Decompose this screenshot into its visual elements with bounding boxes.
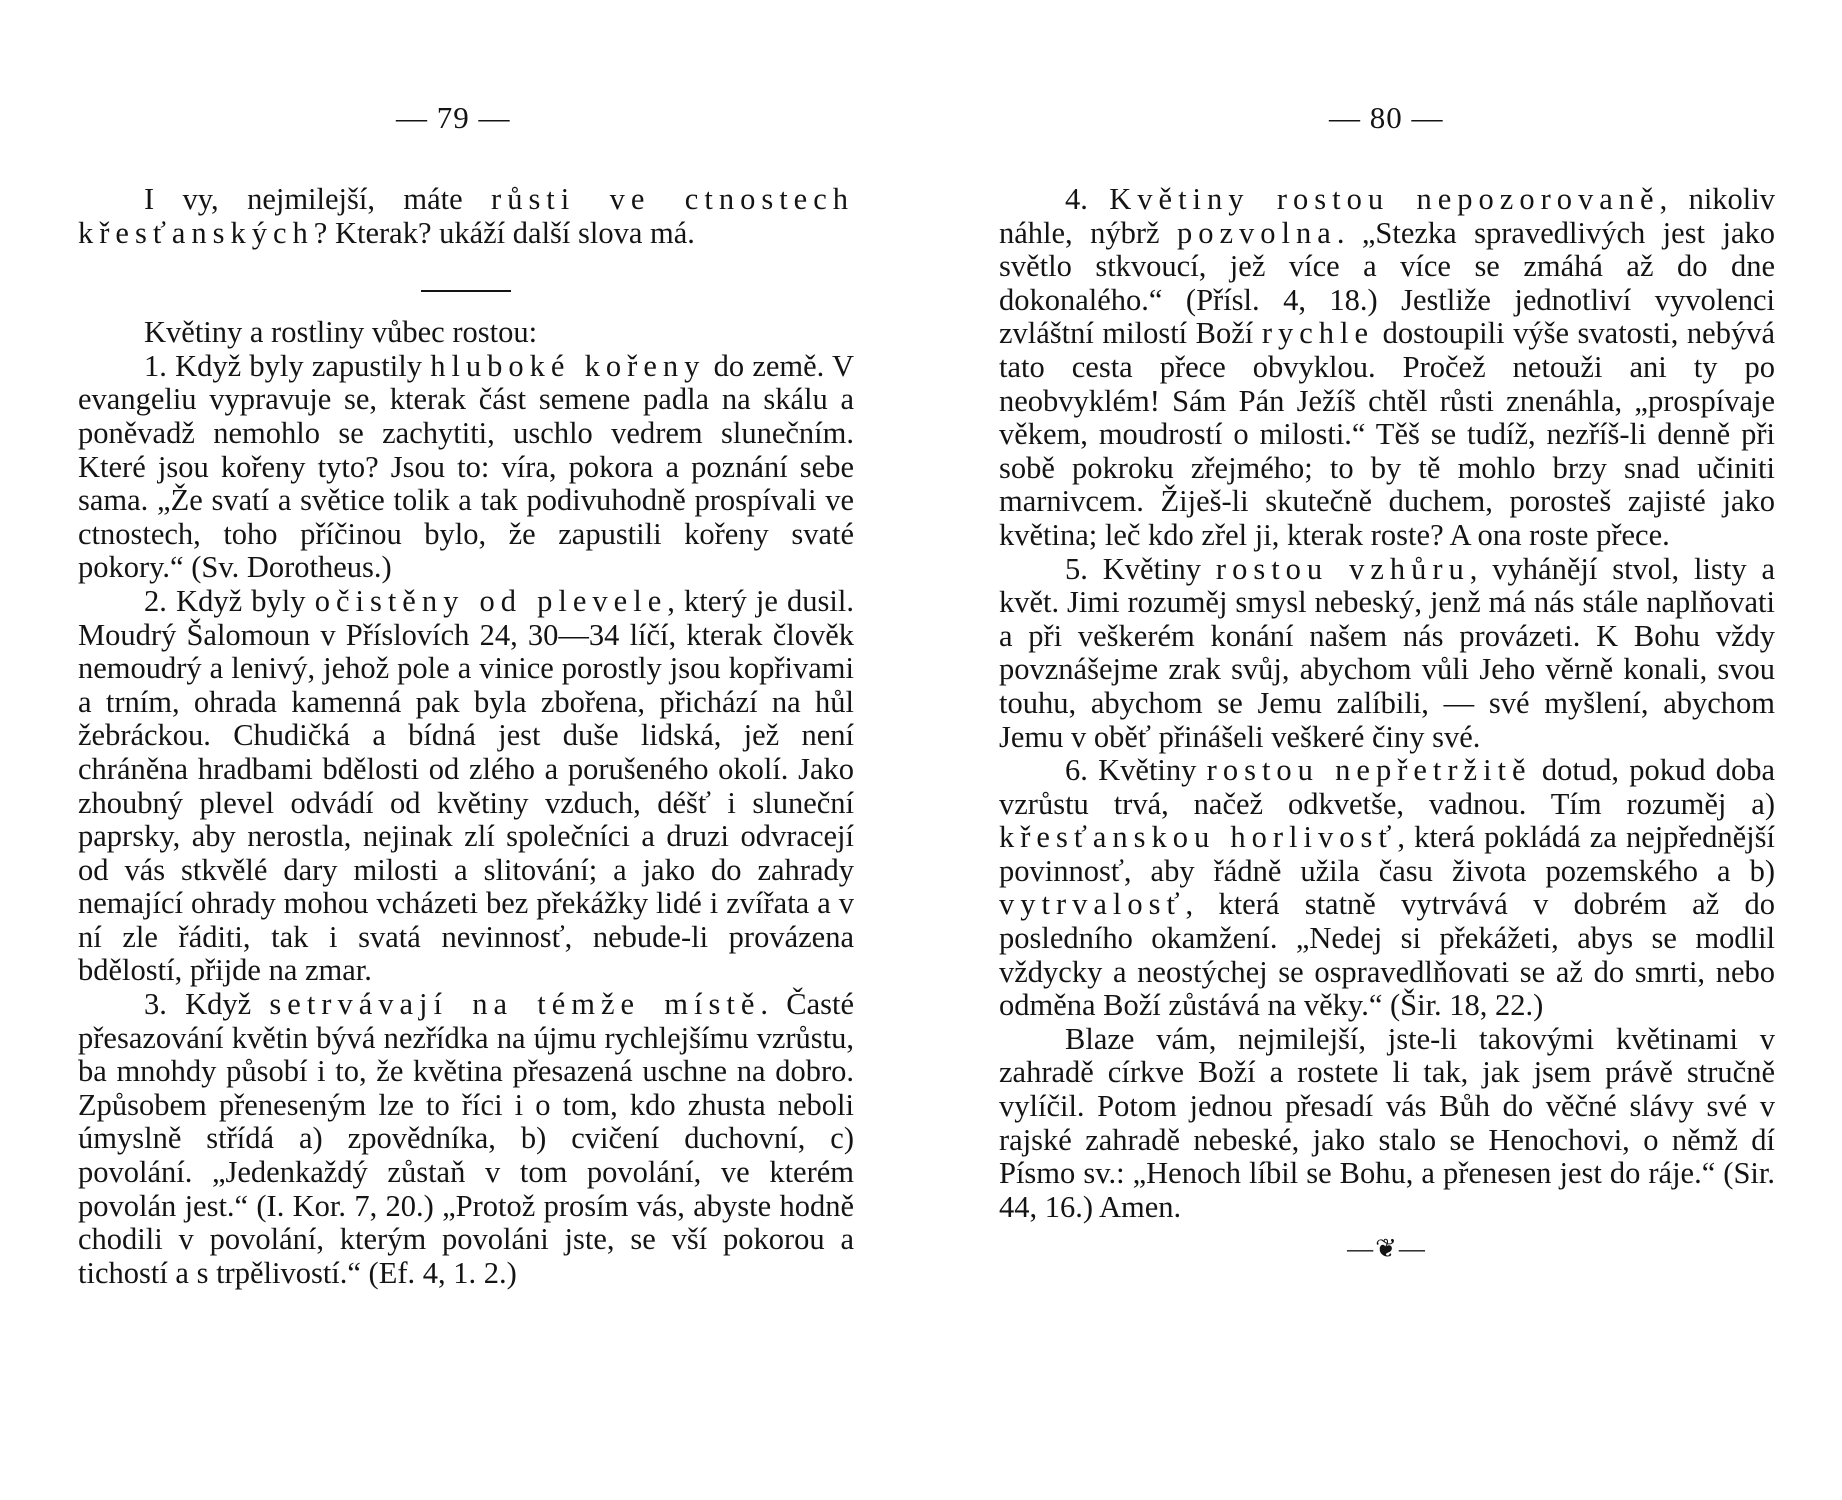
intro-spaced-1: růsti ve ctnostech křesťanských: [78, 182, 854, 250]
point-5-spaced-1: rostou vzhůru: [1215, 551, 1470, 586]
point-4-text-4: dostoupili výše svatosti, nebývá tato cesta přece obvyklou. Pročež netouži ani ty po neobvyklém! Sám Pán Ježíš chtěl růsti znenáhla, „prospívaje věkem, moudrostí o milosti.“ Těš se tudíž, nezříš-li denně při sobě pokroku zřejmého; to by tě mohlo brzy snad učiniti marnivcem. Žiješ-li skutečně duchem, porosteš zajisté jako květina; leč kdo zřel ji, kterak roste? A ona roste přece.: [999, 316, 1775, 552]
point-5-text-1: 5. Květiny: [1065, 551, 1216, 586]
point-3-spaced-1: setrvávají na témže místě: [269, 987, 761, 1022]
point-5-text-2: , vyhánějí stvol, listy a květ. Jimi rozuměj smysl nebeský, jenž má nás stále naplňovati a při veškerém konání našem nás provázeti. K Bohu vždy povznášejme zrak svůj, abychom vůli Jeho věrně konali, svou touhu, abychom se Jemu zalíbili, — své myšlení, abychom Jemu v oběť přinášeli veškeré činy své.: [999, 551, 1775, 754]
point-1-text-1: 1. Když byly zapustily: [144, 348, 431, 383]
section-heading: Květiny a rostliny vůbec rostou:: [144, 315, 538, 350]
closing-paragraph: Blaze vám, nejmilejší, jste-li takovými květinami v zahradě církve Boží a rostete li tak, jak jsem právě stručně vylíčil. Potom jednou přesadí vás Bůh do věčné slávy své v rajské zahradě nebeské, jako stalo se Henochovi, o němž dí Písmo sv.: „Henoch líbil se Bohu, a přenesen jest do ráje.“ (Sir. 44, 16.) Amen.: [999, 1021, 1775, 1224]
left-page: [78, 0, 854, 1500]
point-3-text-2: . Časté přesazování květin bývá nezřídka na újmu rychlejšímu vzrůstu, ba mnohdy působí i to, že květina přesazená uschne na dobro. Způsobem přeneseným lze to říci i o tom, kdo zhusta neboli úmyslně střídá a) zpovědníka, b) cvičení duchovní, c) povolání. „Jedenkaždý zůstaň v tom povolání, ve kterém povolán jest.“ (I. Kor. 7, 20.) „Protož prosím vás, abyste hodně chodili v povolání, kterým povoláni jste, se vší pokorou a tichostí a s trpělivostí.“ (Ef. 4, 1. 2.): [78, 987, 854, 1290]
point-1-paragraph: [78, 350, 854, 585]
point-3-text-1: 3. Když: [144, 987, 270, 1022]
point-4-text-1: 4.: [1065, 182, 1110, 216]
intro-text-2: ? Kterak? ukáží další slova má.: [313, 215, 695, 250]
point-4-spaced-3: rychle: [1261, 316, 1375, 351]
point-6-text-1: 6. Květiny: [1065, 753, 1207, 788]
point-4-spaced-1: Květiny rostou nepozorovaně: [1109, 182, 1660, 216]
point-4-text-3: . „Stezka spravedlivých jest jako světlo stkvoucí, jež více a více se zmáhá až do dne dokonalého.“ (Přísl. 4, 18.) Jestliže jednotliví vyvolenci zvláštní milostí Boží: [999, 215, 1775, 351]
point-6-text-3: , která pokládá za nejpřednější povinnosť, aby řádně užila času života pozemského a b): [999, 820, 1775, 888]
point-6-spaced-3: vytrvalosť: [999, 887, 1186, 922]
point-6-text-2: dotud, pokud doba vzrůstu trvá, načež odkvetše, vadnou. Tím rozuměj a): [999, 753, 1776, 821]
end-ornament: —❦—: [1347, 1234, 1427, 1264]
point-3-paragraph: [78, 988, 854, 1290]
point-4-spaced-2: pozvolna: [1177, 215, 1337, 250]
right-page-body: [999, 183, 1775, 1264]
point-2-paragraph: [78, 585, 854, 988]
point-2-text-2: , který je dusil. Moudrý Šalomoun v Příslovích 24, 30—34 líčí, kterak člověk nemoudrý a lenivý, jehož pole a vinice porostly jsou kopřivami a trním, ohrada kamenná pak byla zbořena, přichází na hůl žebráckou. Chudičká a bídná jest duše lidská, jež není chráněna hradbami bdělosti od zlého a porušeného okolí. Jako zhoubný plevel odvádí od květiny vzduch, déšť i sluneční paprsky, aby nerostla, nejinak zlí společníci a druzi odvracejí od vás stkvělé dary milosti a slitování; a jako do zahrady nemající ohrady mohou vcházeti bez překážky lidé i zvířata a v ní zle řáditi, tak i svatá nevinnosť, nebude-li provázena bdělostí, přijde na zmar.: [78, 583, 854, 988]
point-2-spaced-1: očistěny od plevele: [314, 583, 668, 618]
section-divider: [421, 290, 511, 292]
intro-paragraph: [78, 183, 854, 250]
point-5-paragraph: [999, 553, 1775, 755]
point-4-paragraph: [999, 183, 1775, 553]
intro-text-1: I vy, nejmilejší, máte: [144, 182, 492, 216]
point-1-text-2: do země. V evangeliu vypravuje se, kterak část semene padla na skálu a poněvadž nemohlo se zachytiti, uschlo vedrem slunečním. Které jsou kořeny tyto? Jsou to: víra, pokora a poznání sebe sama. „Že svatí a světice tolik a tak podivuhodně prospívali ve ctnostech, toho příčinou bylo, že zapustili kořeny svaté pokory.“ (Sv. Dorotheus.): [78, 348, 854, 585]
page-number-left: — 79 —: [396, 100, 511, 135]
point-1-spaced-1: hluboké kořeny: [430, 348, 706, 383]
right-page: [999, 0, 1775, 1500]
point-4-text-2: , nikoliv náhle, nýbrž: [999, 182, 1775, 250]
point-6-paragraph: [999, 754, 1775, 1023]
page-number-right: — 80 —: [1329, 100, 1444, 135]
point-6-spaced-1: rostou nepřetržitě: [1206, 753, 1532, 788]
point-6-text-4: , která statně vytrvává v dobrém až do posledního okamžení. „Nedej si překážeti, abys se modlil vždycky a neostýchej se ospravedlňovati se až do smrti, nebo odměna Boží zůstává na věky.“ (Šir. 18, 22.): [999, 887, 1775, 1023]
point-6-spaced-2: křesťanskou horlivosť: [999, 820, 1398, 855]
point-2-text-1: 2. Když byly: [144, 583, 315, 618]
left-page-body: [78, 183, 854, 1290]
